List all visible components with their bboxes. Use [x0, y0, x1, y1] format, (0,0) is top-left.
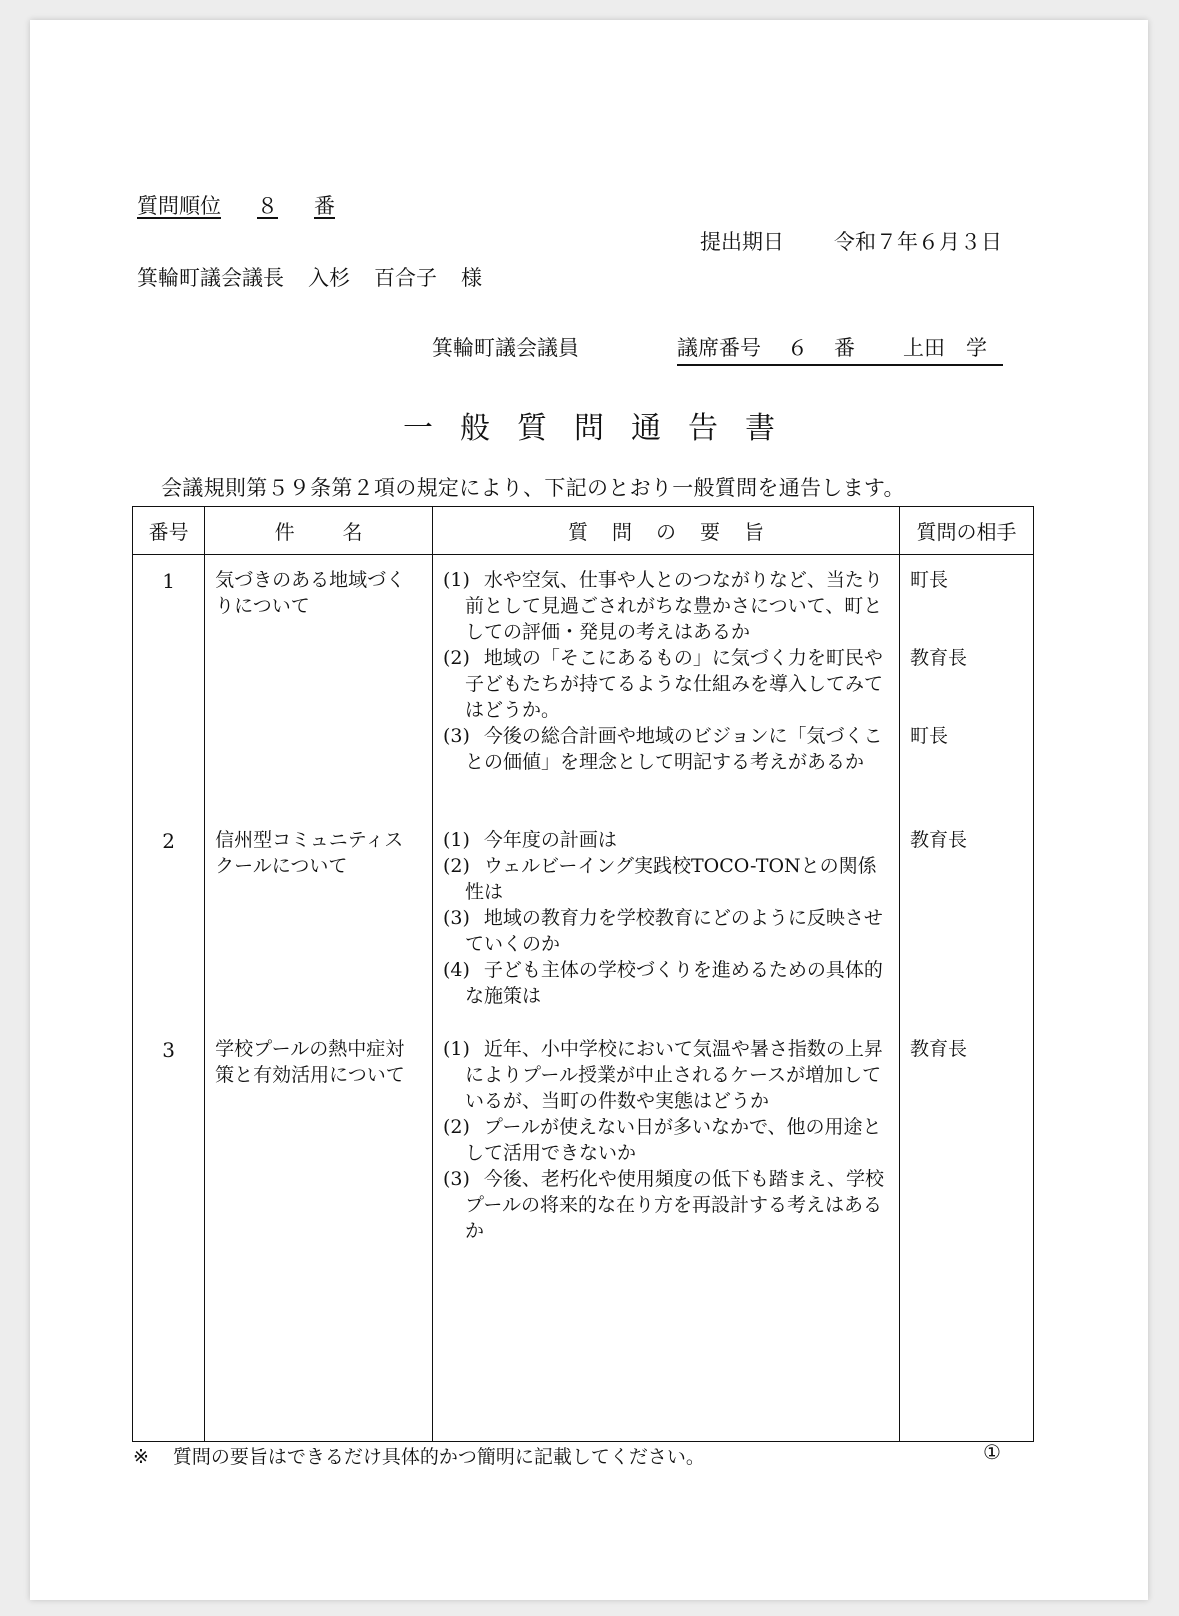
member-info	[677, 332, 1003, 366]
header-gist: 質問の要旨	[432, 507, 899, 555]
row-target	[899, 1024, 1033, 1441]
rank-value: ８	[257, 194, 278, 218]
rank-label: 質問順位	[137, 194, 221, 218]
row-target	[899, 555, 1033, 815]
target-item: 教育長	[909, 647, 967, 669]
seat-label: 議席番号	[677, 336, 761, 360]
member-name: 上田 学	[903, 336, 987, 360]
item-label: (2)	[442, 854, 470, 877]
row-number: 3	[133, 1024, 205, 1441]
date-value: 令和７年６月３日	[834, 230, 1002, 254]
item-text: 水や空気、仕事や人とのつながりなど、当たり前として見過ごされがちな豊かさについて、町としての評価・発見の考えはあるか	[464, 569, 883, 643]
row-number: 2	[133, 815, 205, 1024]
rank-suffix: 番	[314, 194, 335, 218]
item-label: (2)	[442, 1116, 470, 1139]
table-row	[133, 555, 1034, 815]
addressee-title: 箕輪町議会議長	[137, 266, 284, 290]
target-item: 町長	[909, 569, 948, 591]
addressee-given-name: 百合子	[374, 266, 437, 290]
document-page	[30, 20, 1148, 1600]
header-num: 番号	[133, 507, 205, 555]
row-gist	[432, 815, 899, 1024]
item-label: (1)	[442, 1038, 470, 1061]
footnote-mark: ※	[133, 1446, 149, 1468]
item-label: (1)	[442, 569, 470, 591]
table-row	[133, 815, 1034, 1024]
gist-item	[443, 645, 891, 723]
question-table	[132, 506, 1034, 1442]
table-row	[133, 1024, 1034, 1441]
seat-value: ６	[787, 336, 808, 360]
item-text: 今後の総合計画や地域のビジョンに「気づくことの価値」を理念として明記する考えがあるか	[464, 725, 883, 773]
item-label: (3)	[442, 725, 470, 747]
target-item: 町長	[909, 725, 948, 747]
row-subject: 学校プールの熱中症対策と有効活用について	[205, 1024, 433, 1441]
addressee-family-name: 入杉	[308, 266, 350, 290]
addressee	[137, 262, 482, 292]
gist-item	[443, 1166, 891, 1244]
item-text: 地域の教育力を学校教育にどのように反映させていくのか	[464, 906, 883, 955]
page-number: ①	[983, 1440, 1001, 1464]
gist-item	[443, 853, 891, 905]
target-item: 教育長	[909, 1038, 967, 1061]
row-target	[899, 815, 1033, 1024]
document-title: 一般質問通告書	[403, 411, 802, 446]
date-label: 提出期日	[700, 230, 784, 254]
gist-item	[443, 1114, 891, 1166]
item-text: 今年度の計画は	[483, 828, 617, 851]
item-text: 今後、老朽化や使用頻度の低下も踏まえ、学校プールの将来的な在り方を再設計する考えはあるか	[464, 1168, 885, 1243]
item-label: (1)	[442, 828, 470, 851]
item-label: (2)	[442, 647, 470, 669]
row-number: 1	[133, 555, 205, 815]
footnote-text: 質問の要旨はできるだけ具体的かつ簡明に記載してください。	[172, 1446, 705, 1468]
header-subject: 件名	[205, 507, 433, 555]
gist-item	[443, 905, 891, 957]
item-label: (3)	[442, 906, 470, 929]
item-label: (4)	[442, 958, 470, 981]
row-subject: 気づきのある地域づくりについて	[205, 555, 433, 815]
row-gist	[432, 555, 899, 815]
question-rank	[137, 190, 335, 220]
item-text: 近年、小中学校において気温や暑さ指数の上昇によりプール授業が中止されるケースが増加しているが、当町の件数や実態はどうか	[464, 1038, 883, 1113]
gist-item	[443, 567, 891, 645]
item-text: ウェルビーイング実践校TOCO-TONとの関係性は	[464, 854, 877, 903]
table-header-row	[133, 507, 1034, 555]
gist-item	[443, 827, 891, 853]
row-gist	[432, 1024, 899, 1441]
target-item: 教育長	[909, 828, 967, 851]
addressee-honorific: 様	[461, 266, 482, 290]
item-text: 地域の「そこにあるもの」に気づく力を町民や子どもたちが持てるような仕組みを導入してみてはどうか。	[464, 647, 883, 721]
preamble: 会議規則第５９条第２項の規定により、下記のとおり一般質問を通告します。	[161, 476, 905, 500]
submission-date	[700, 226, 1002, 256]
member-label: 箕輪町議会議員	[432, 336, 579, 360]
seat-suffix: 番	[834, 336, 855, 360]
item-text: プールが使えない日が多いなかで、他の用途として活用できないか	[464, 1116, 882, 1165]
gist-item	[443, 957, 891, 1009]
item-text: 子ども主体の学校づくりを進めるための具体的な施策は	[464, 958, 883, 1007]
row-subject: 信州型コミュニティスクールについて	[205, 815, 433, 1024]
gist-item	[443, 1036, 891, 1114]
item-label: (3)	[442, 1168, 470, 1191]
header-target: 質問の相手	[899, 507, 1033, 555]
footnote	[133, 1442, 705, 1469]
gist-item	[443, 723, 891, 775]
